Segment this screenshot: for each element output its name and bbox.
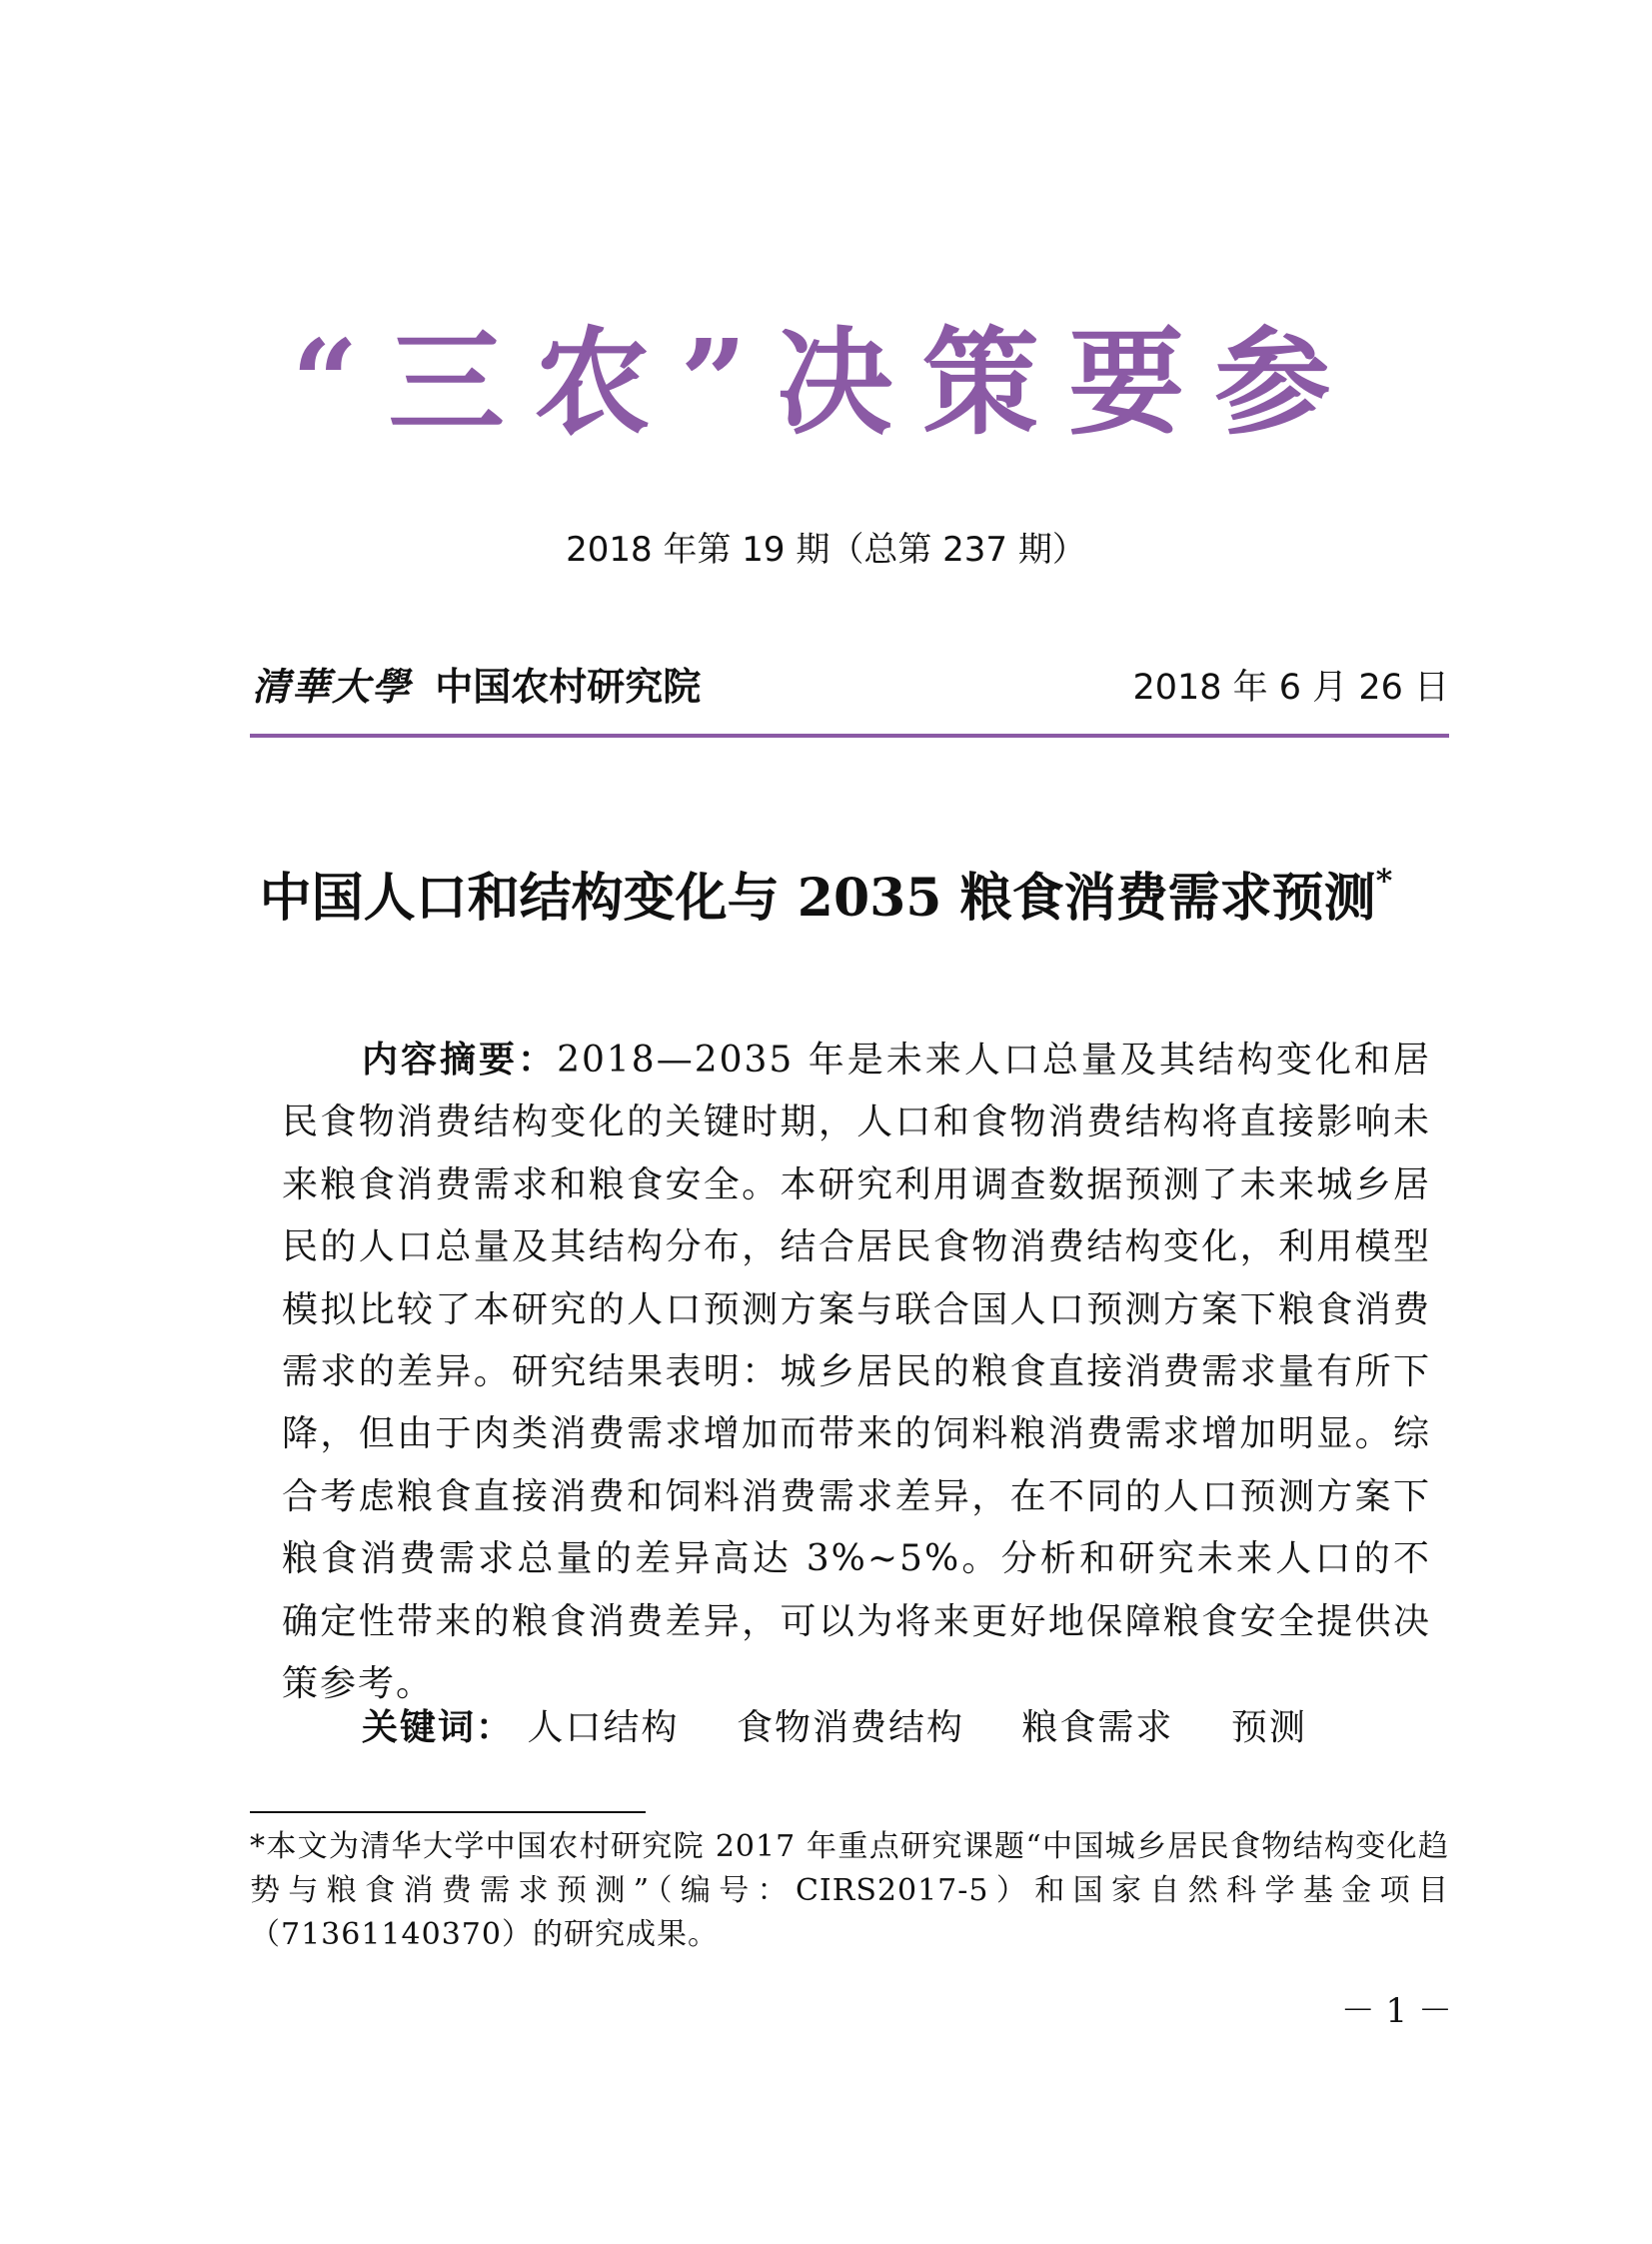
publisher [252,656,701,711]
keyword: 预测 [1230,1707,1307,1748]
keywords-label: 关键词： [362,1707,515,1748]
abstract [282,1030,1431,1715]
header-divider [250,734,1449,738]
footnote: *本文为清华大学中国农村研究院 2017 年重点研究课题“中国城乡居民食物结构变化趋势与粮食消费需求预测”（编号：CIRS2017-5）和国家自然科学基金项目（71361140370）的研究成果。 [250,1829,1449,1952]
keywords [362,1699,1351,1750]
keyword: 粮食需求 [1021,1707,1174,1748]
title-footnote-mark: * [1375,862,1393,900]
abstract-text: 2018—2035 年是未来人口总量及其结构变化和居民食物消费结构变化的关键时期，人口和食物消费结构将直接影响未来粮食消费需求和粮食安全。本研究利用调查数据预测了未来城乡居民的人口总量及其结构分布，结合居民食物消费结构变化，利用模型模拟比较了本研究的人口预测方案与联合国人口预测方案下粮食消费需求的差异。研究结果表明：城乡居民的粮食直接消费需求量有所下降，但由于肉类消费需求增加而带来的饲料粮消费需求增加明显。综合考虑粮食直接消费和饲料消费需求差异，在不同的人口预测方案下粮食消费需求总量的差异高达 3%~5%。分析和研究未来人口的不确定性带来的粮食消费差异，可以为将来更好地保障粮食安全提供决策参考。 [282,1040,1431,1705]
masthead-title: “三农”决策要参 [291,315,1361,451]
footnote-divider [250,1811,646,1813]
page-number: － 1 － [1340,1991,1452,2031]
university-logo-text: 清華大學 [252,664,413,709]
article-title [0,862,1652,930]
issue-number: 2018 年第 19 期（总第 237 期） [566,530,1086,570]
keyword: 人口结构 [527,1707,680,1748]
article-title-text: 中国人口和结构变化与 2035 粮食消费需求预测 [259,868,1376,929]
keyword: 食物消费结构 [736,1707,964,1748]
abstract-label: 内容摘要： [362,1040,558,1081]
publish-date: 2018 年 6 月 26 日 [1132,668,1449,708]
institute-name: 中国农村研究院 [435,664,702,709]
